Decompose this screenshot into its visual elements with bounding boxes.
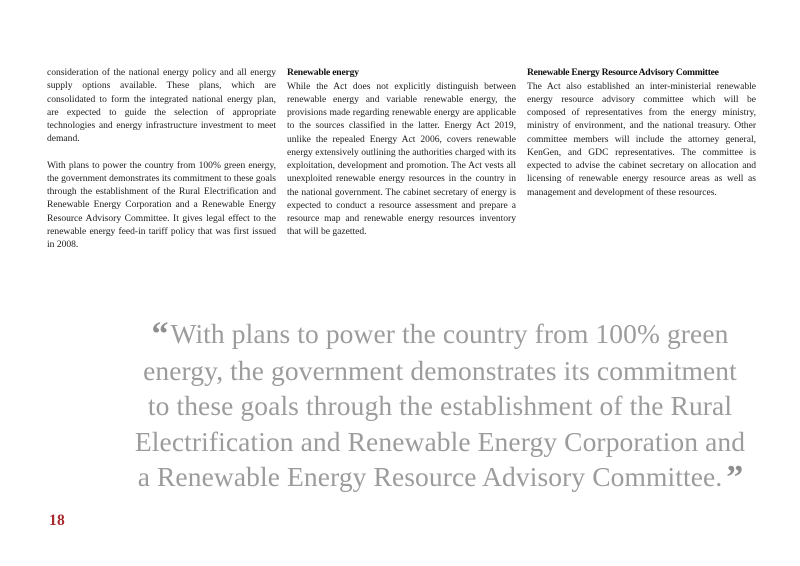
text-column-2 <box>287 66 516 239</box>
paragraph: The Act also established an inter-ministerial renewable energy resource advisory committee which will be composed of representatives from the energy ministry, ministry of environment, and the national treasury. Other committee members will include the attorney general, KenGen, and GDC representatives. The committee is expected to advise the cabinet secretary on allocation and licensing of renewable energy resource areas as well as management and development of these resources. <box>527 80 756 198</box>
pull-quote-text: a Renewable Energy Resource Advisory Committee. <box>137 461 723 492</box>
pull-quote-text: energy, the government demonstrates its commitment <box>143 354 737 386</box>
page-number: 18 <box>49 512 66 529</box>
section-heading-renewable-energy: Renewable energy <box>287 67 359 78</box>
pull-quote-text: Electrification and Renewable Energy Corporation and <box>134 425 746 457</box>
text-column-3 <box>527 66 756 199</box>
pull-quote <box>100 316 780 496</box>
pull-quote-line <box>100 353 780 389</box>
pull-quote-line <box>100 424 780 460</box>
close-quote-mark: ” <box>726 459 743 496</box>
pull-quote-line <box>100 316 780 353</box>
text-column-1 <box>47 66 276 251</box>
open-quote-mark: “ <box>151 316 168 353</box>
paragraph: With plans to power the country from 100% green energy, the government demonstrates its commitment to these goals through the establishment of the Rural Electrification and Renewable Energy Corporation and a Renewable Energy Resource Advisory Committee. It gives legal effect to the renewable energy feed-in tariff policy that was first issued in 2008. <box>47 159 276 251</box>
paragraph: consideration of the national energy policy and all energy supply options available. These plans, which are consolidated to form the integrated national energy plan, are expected to guide the selection of appropriate technologies and energy infrastructure investment to meet demand. <box>47 67 276 145</box>
article-columns <box>47 66 758 251</box>
pull-quote-text: With plans to power the country from 100% green <box>170 318 729 349</box>
pull-quote-text: to these goals through the establishment of the Rural <box>147 390 733 421</box>
section-heading-advisory-committee: Renewable Energy Resource Advisory Committee <box>527 67 719 78</box>
pull-quote-line <box>100 459 780 496</box>
pull-quote-line <box>100 388 780 424</box>
paragraph: While the Act does not explicitly distinguish between renewable energy and variable renewable energy, the provisions made regarding renewable energy are applicable to the sources classified in the latter. Energy Act 2019, unlike the repealed Energy Act 2006, covers renewable energy extensively outlining the authorities charged with its exploitation, development and promotion. The Act vests all unexploited renewable energy resources in the country in the national government. The cabinet secretary of energy is expected to conduct a resource assessment and prepare a resource map and renewable energy resources inventory that will be gazetted. <box>287 80 516 238</box>
